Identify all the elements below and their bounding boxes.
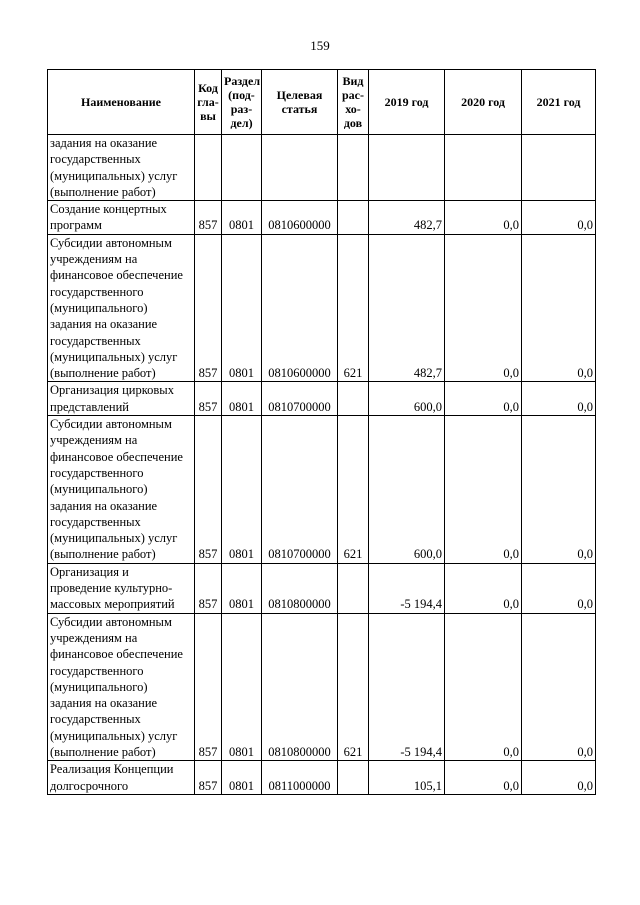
cell-target: 0810800000	[262, 563, 338, 613]
cell-kind	[338, 563, 369, 613]
cell-section: 0801	[222, 416, 262, 564]
cell-y2019: 600,0	[369, 382, 445, 416]
table-row	[48, 563, 596, 613]
cell-name: Организация цирковых представлений	[48, 382, 195, 416]
cell-y2021: 0,0	[522, 382, 596, 416]
cell-target: 0811000000	[262, 761, 338, 795]
table-row	[48, 382, 596, 416]
cell-code	[195, 135, 222, 201]
cell-y2020: 0,0	[445, 382, 522, 416]
cell-y2020: 0,0	[445, 563, 522, 613]
cell-y2020	[445, 135, 522, 201]
cell-section	[222, 135, 262, 201]
cell-y2019: 105,1	[369, 761, 445, 795]
cell-name: Реализация Концепции долгосрочного	[48, 761, 195, 795]
cell-target: 0810700000	[262, 416, 338, 564]
header-2020: 2020 год	[445, 70, 522, 135]
cell-kind: 621	[338, 416, 369, 564]
cell-code: 857	[195, 613, 222, 761]
cell-target: 0810800000	[262, 613, 338, 761]
cell-section: 0801	[222, 563, 262, 613]
cell-name: Субсидии автономным учреждениям на финансовое обеспечение государственного (муниципального) задания на оказание государственных (муниципальных) услуг (выполнение работ)	[48, 613, 195, 761]
cell-name: Создание концертных программ	[48, 201, 195, 235]
cell-y2020: 0,0	[445, 761, 522, 795]
cell-section: 0801	[222, 382, 262, 416]
cell-kind	[338, 382, 369, 416]
cell-name: Организация и проведение культурно-массовых мероприятий	[48, 563, 195, 613]
table-row	[48, 761, 596, 795]
cell-y2021: 0,0	[522, 201, 596, 235]
cell-y2019: 482,7	[369, 234, 445, 382]
table-row	[48, 416, 596, 564]
cell-target: 0810600000	[262, 234, 338, 382]
cell-y2020: 0,0	[445, 613, 522, 761]
cell-section: 0801	[222, 201, 262, 235]
cell-kind	[338, 761, 369, 795]
cell-y2019: 482,7	[369, 201, 445, 235]
header-kind: Вид рас-хо-дов	[338, 70, 369, 135]
cell-section: 0801	[222, 761, 262, 795]
cell-name: Субсидии автономным учреждениям на финансовое обеспечение государственного (муниципального) задания на оказание государственных (муниципальных) услуг (выполнение работ)	[48, 416, 195, 564]
cell-code: 857	[195, 563, 222, 613]
cell-y2021: 0,0	[522, 234, 596, 382]
cell-y2019: -5 194,4	[369, 563, 445, 613]
budget-table	[47, 69, 596, 795]
header-target: Целевая статья	[262, 70, 338, 135]
cell-section: 0801	[222, 234, 262, 382]
cell-y2021: 0,0	[522, 563, 596, 613]
cell-y2021	[522, 135, 596, 201]
cell-code: 857	[195, 201, 222, 235]
cell-code: 857	[195, 382, 222, 416]
table-row	[48, 234, 596, 382]
cell-section: 0801	[222, 613, 262, 761]
table-header-row	[48, 70, 596, 135]
cell-code: 857	[195, 761, 222, 795]
header-code: Код гла-вы	[195, 70, 222, 135]
header-2019: 2019 год	[369, 70, 445, 135]
cell-kind	[338, 201, 369, 235]
cell-y2019: 600,0	[369, 416, 445, 564]
cell-target: 0810700000	[262, 382, 338, 416]
cell-y2021: 0,0	[522, 416, 596, 564]
table-row	[48, 135, 596, 201]
cell-y2020: 0,0	[445, 201, 522, 235]
header-name: Наименование	[48, 70, 195, 135]
page-number: 159	[310, 38, 330, 53]
cell-y2021: 0,0	[522, 613, 596, 761]
cell-kind	[338, 135, 369, 201]
cell-y2019	[369, 135, 445, 201]
cell-y2019: -5 194,4	[369, 613, 445, 761]
cell-target	[262, 135, 338, 201]
cell-y2020: 0,0	[445, 416, 522, 564]
cell-name: задания на оказание государственных (муниципальных) услуг (выполнение работ)	[48, 135, 195, 201]
cell-code: 857	[195, 416, 222, 564]
cell-name: Субсидии автономным учреждениям на финансовое обеспечение государственного (муниципального) задания на оказание государственных (муниципальных) услуг (выполнение работ)	[48, 234, 195, 382]
cell-target: 0810600000	[262, 201, 338, 235]
cell-kind: 621	[338, 234, 369, 382]
header-section: Раздел (под-раз-дел)	[222, 70, 262, 135]
cell-y2021: 0,0	[522, 761, 596, 795]
cell-y2020: 0,0	[445, 234, 522, 382]
cell-kind: 621	[338, 613, 369, 761]
table-row	[48, 201, 596, 235]
cell-code: 857	[195, 234, 222, 382]
table-row	[48, 613, 596, 761]
header-2021: 2021 год	[522, 70, 596, 135]
